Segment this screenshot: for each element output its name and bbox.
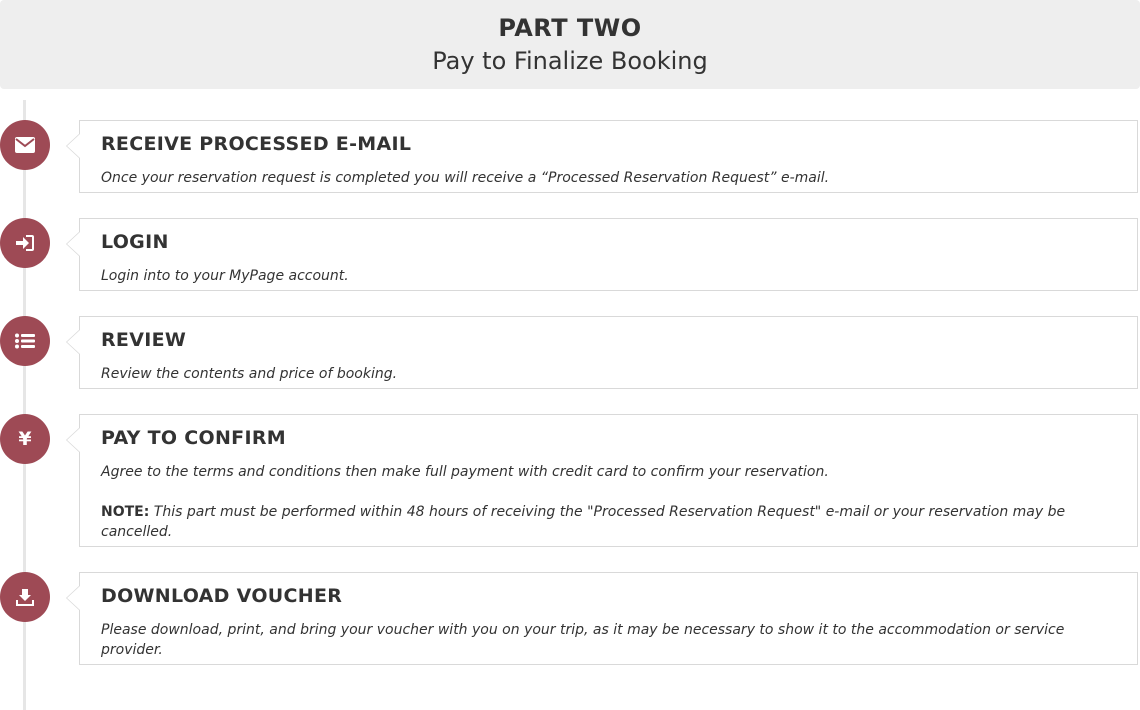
step-note <box>101 502 1117 542</box>
step-description: Once your reservation request is completed you will receive a “Processed Reservation Request” e-mail. <box>101 170 830 186</box>
sign-in-icon <box>0 218 50 268</box>
part-title: PART TWO <box>498 14 642 42</box>
step-description: Please download, print, and bring your voucher with you on your trip, as it may be necessary to show it to the accommodation or service provider. <box>101 622 1065 658</box>
step-title: DOWNLOAD VOUCHER <box>101 585 343 607</box>
step-card <box>79 572 1138 665</box>
step-card <box>79 218 1138 291</box>
envelope-icon <box>0 120 50 170</box>
step-title: PAY TO CONFIRM <box>101 427 286 449</box>
step-title: RECEIVE PROCESSED E-MAIL <box>101 133 412 155</box>
part-subtitle: Pay to Finalize Booking <box>432 47 708 75</box>
yen-icon <box>0 414 50 464</box>
step-card <box>79 316 1138 389</box>
step-card <box>79 414 1138 547</box>
step-description: Review the contents and price of booking. <box>101 366 398 382</box>
list-icon <box>0 316 50 366</box>
section-header <box>0 0 1140 89</box>
note-text: This part must be performed within 48 hours of receiving the "Processed Reservation Request" e-mail or your reservation may be cancelled. <box>101 504 1066 540</box>
step-card <box>79 120 1138 193</box>
step-title: LOGIN <box>101 231 169 253</box>
step-title: REVIEW <box>101 329 187 351</box>
download-icon <box>0 572 50 622</box>
yen-glyph: ¥ <box>18 427 32 450</box>
note-label: NOTE: <box>101 504 150 520</box>
step-description: Agree to the terms and conditions then make full payment with credit card to confirm your reservation. <box>101 464 829 480</box>
step-description: Login into to your MyPage account. <box>101 268 349 284</box>
